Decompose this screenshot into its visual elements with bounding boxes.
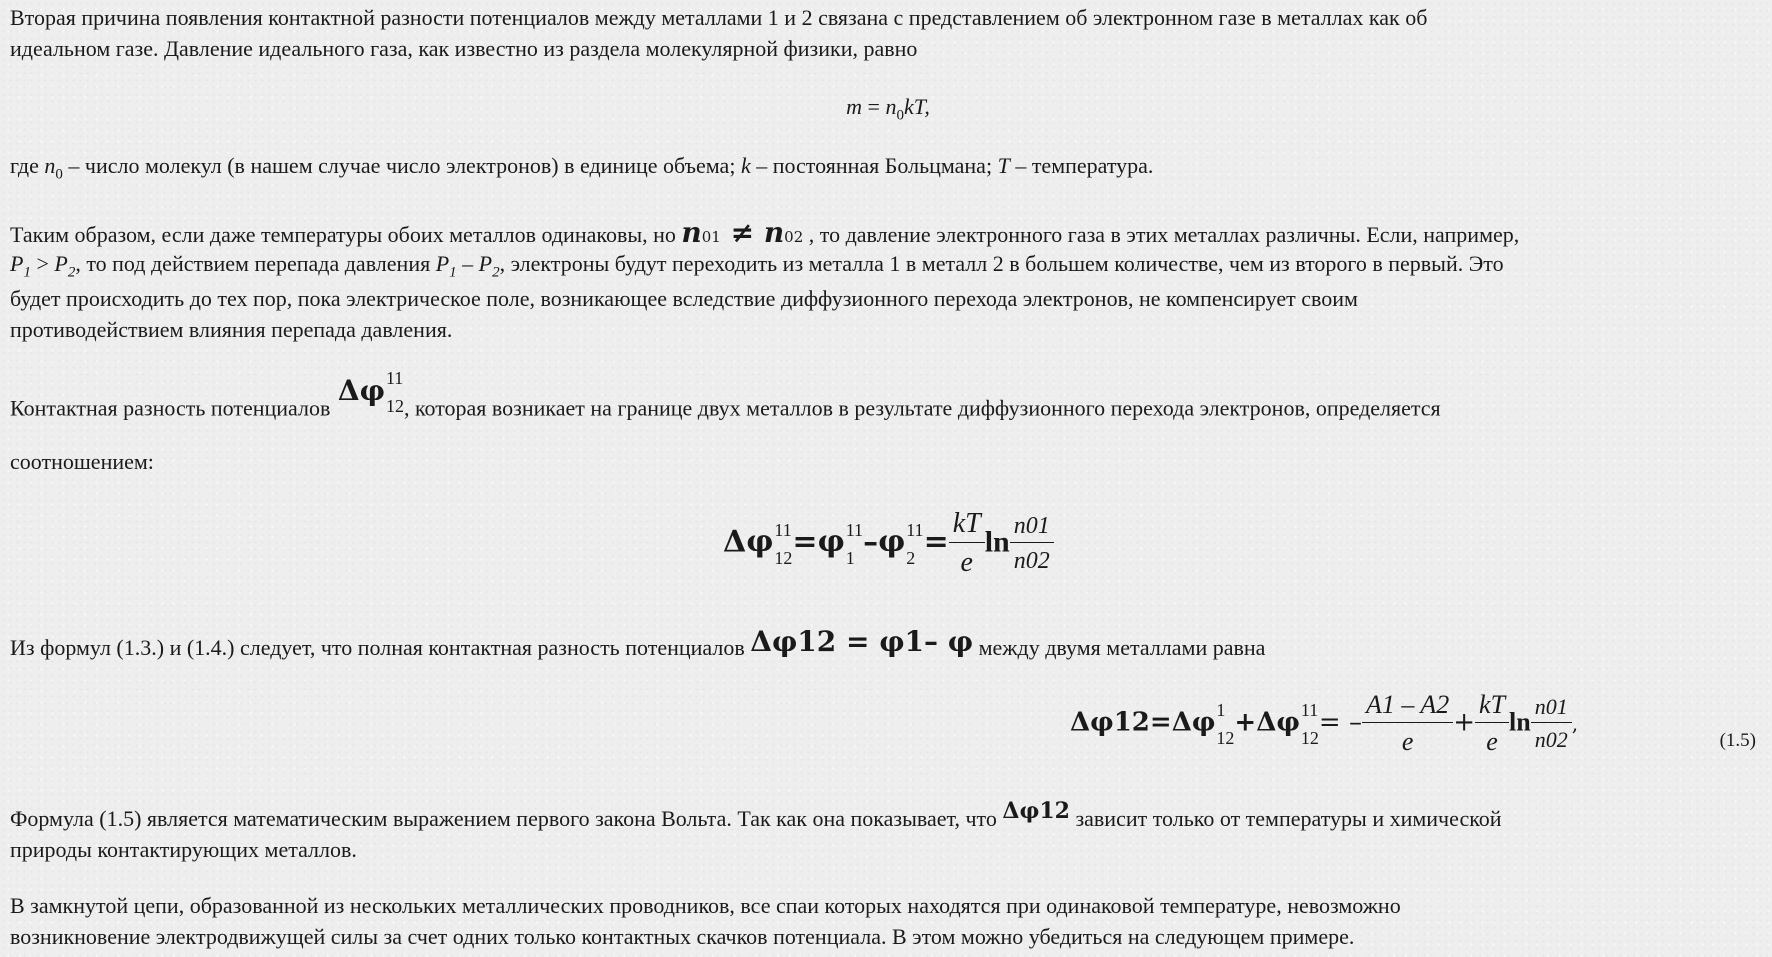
paragraph-1-line-2: идеальном газе. Давление идеального газа, как известно из раздела молекулярной физики, равно <box>10 36 918 61</box>
eq2-fraction-n01-n02: $\frac{n01}{n02}$ <box>1010 514 1054 573</box>
eq2-delta-phi: Δφ <box>723 524 774 560</box>
eq3-term2: Δφ <box>1256 707 1300 738</box>
p2-k: k <box>740 153 751 178</box>
p3-text-b: , то давление электронного газа в этих металлах различны. Если, например, <box>803 222 1520 247</box>
eq2-ln: ln <box>984 525 1010 559</box>
eq3-fraction-n01-n02: $\frac{n01}{n02}$ <box>1531 696 1572 751</box>
p5-text-a: Из формул (1.3.) и (1.4.) следует, что полная контактная разность потенциалов <box>10 635 751 660</box>
p4-text-b: , которая возникает на границе двух металлов в результате диффузионного перехода электронов, определяется <box>403 395 1441 421</box>
paragraph-3-line-3: будет происходить до тех пор, пока электрическое поле, возникающее вследствие диффузионного перехода электронов, не компенсирует своим <box>10 286 1358 311</box>
equation-number: (1.5) <box>1719 730 1756 751</box>
eq2-phi1: φ <box>817 524 845 560</box>
p3-text-a: Таким образом, если даже температуры обоих металлов одинаковы, но <box>10 222 682 247</box>
eq1-rest: kT, <box>903 94 930 119</box>
eq1-n-sub: 0 <box>896 107 904 124</box>
p3-P2: P <box>54 251 68 276</box>
p2-text-c: – постоянная Больцмана; <box>750 153 998 178</box>
eq3-term1: Δφ <box>1171 707 1216 738</box>
p5-text-b: между двумя металлами равна <box>973 635 1266 660</box>
equation-pressure <box>10 91 1766 122</box>
paragraph-5 <box>10 625 1266 663</box>
paragraph-3-line-2: $P_1 > P_2$, то под действием перепада давления $P_1 - P_2$, электроны будут переходить из металла 1 в металл 2 в большем количестве, чем из второго в первый. Это <box>10 251 1504 281</box>
paragraph-4-line-1 <box>10 368 1441 439</box>
p2-T: T <box>997 153 1010 178</box>
eq3-fraction-A: $\frac{A1 - A2}{e}$ <box>1362 692 1453 755</box>
paragraph-3-line-4: противодействием влияния перепада давления. <box>10 317 453 342</box>
p5-expression: Δφ12 = φ1– φ <box>750 625 974 658</box>
eq2-phi2: φ <box>878 524 906 560</box>
eq3-fraction-kT-e: $\frac{kT}{e}$ <box>1475 692 1509 755</box>
p2-n: n <box>44 153 56 178</box>
paragraph-7-line-2: возникновение электродвижущей силы за счет одних только контактных скачков потенциала. В этом можно убедиться на следующем примере. <box>10 924 1355 949</box>
p2-text-d: – температура. <box>1009 153 1154 178</box>
paragraph-6-line-2: природы контактирующих металлов. <box>10 837 357 862</box>
eq2-fraction-kT-e: $\frac{kT}{e}$ <box>949 510 985 577</box>
equation-contact-difference: Δφ 11 12 =φ 11 1 –φ 11 2 = $\frac{kT}{e}$ ln $\frac{n01}{n02}$ <box>723 510 1054 577</box>
condition-n01-neq-n02: n01 ≠ n02 <box>681 216 804 249</box>
equation-1-5: Δφ12=Δφ 1 12 +Δφ 11 12 = – $\frac{A1 - A2}{e}$ + $\frac{kT}{e}$ ln $\frac{n01}{n02}$ , <box>1070 690 1579 756</box>
paragraph-4-line-2: соотношением: <box>10 449 154 474</box>
p4-text-a: Контактная разность потенциалов <box>10 395 336 421</box>
p3-P1: P <box>10 251 24 276</box>
paragraph-1-line-1: Вторая причина появления контактной разности потенциалов между металлами 1 и 2 связана с представлением об электронном газе в металлах как об <box>10 5 1428 30</box>
p2-text-b: – число молекул (в нашем случае число электронов) в единице объема; <box>62 153 741 178</box>
eq1-lhs: m <box>846 94 863 119</box>
p6-delta-phi: Δφ12 <box>1002 798 1070 824</box>
eq1-n: n <box>885 94 897 119</box>
p6-text-b: зависит только от температуры и химической <box>1069 806 1502 831</box>
p2-n-sub: 0 <box>55 166 63 183</box>
p2-text-a: где <box>10 153 45 178</box>
eq1-equals: = <box>862 94 886 119</box>
p6-text-a: Формула (1.5) является математическим выражением первого закона Вольта. Так как она показывает, что <box>10 806 1003 831</box>
paragraph-6-line-1 <box>10 798 1502 835</box>
delta-phi-symbol: Δφ 11 12 <box>337 368 404 416</box>
paragraph-7-line-1: В замкнутой цепи, образованной из нескольких металлических проводников, все спаи которых находятся при одинаковой температуре, невозможно <box>10 893 1401 918</box>
eq3-lhs: Δφ12 <box>1070 707 1150 738</box>
paragraph-2 <box>10 150 1153 181</box>
